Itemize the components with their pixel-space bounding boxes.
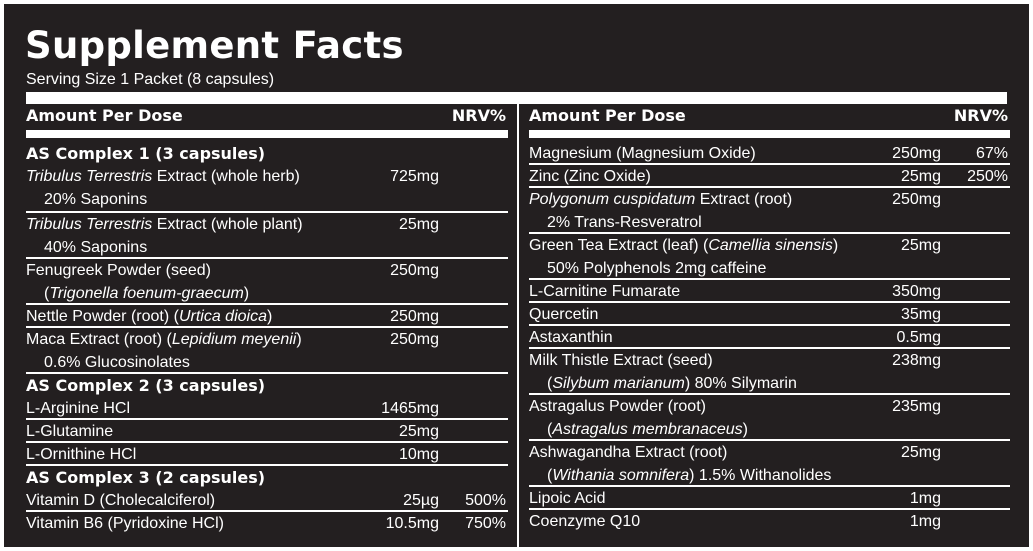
amount-value: 350mg — [892, 283, 941, 300]
ingredient-row: Polygonum cuspidatum Extract (root) 250mg 2% Trans-Resveratrol — [529, 188, 1010, 234]
amount-value: 25mg — [398, 216, 439, 233]
amount-value: 250mg — [390, 308, 439, 325]
latin-name: Silybum marianum — [552, 375, 685, 392]
nrv-value: 500% — [465, 492, 506, 509]
supplement-facts-panel — [4, 4, 1029, 547]
amount-value: 10.5mg — [385, 515, 439, 532]
amount-value: 725mg — [390, 168, 439, 185]
amount-value: 0.5mg — [896, 329, 941, 346]
ingredient-detail: (Trigonella foenum-graecum) — [44, 285, 250, 302]
serving-size: Serving Size 1 Packet (8 capsules) — [26, 71, 275, 88]
nrv-heading: NRV% — [451, 106, 506, 125]
amount-value: 235mg — [892, 398, 941, 415]
amount-per-dose-heading: Amount Per Dose — [26, 106, 183, 125]
amount-value: 1465mg — [381, 400, 439, 417]
latin-name: Urtica dioica — [178, 308, 267, 325]
right-header — [529, 100, 1010, 130]
amount-value: 250mg — [892, 145, 941, 162]
ingredient-row: Vitamin B6 (Pyridoxine HCl) 10.5mg 750% — [26, 512, 508, 535]
header-divider — [529, 130, 1010, 138]
complex2-heading-row — [26, 374, 508, 397]
ingredient-detail: (Withania somnifera) 1.5% Withanolides — [547, 467, 832, 484]
amount-value: 238mg — [892, 352, 941, 369]
amount-value: 25mg — [900, 237, 941, 254]
latin-name: Trigonella foenum-graecum — [49, 285, 244, 302]
complex1-title: AS Complex 1 (3 capsules) — [26, 144, 266, 163]
nrv-value: 250% — [967, 168, 1008, 185]
label-title: Supplement Facts — [25, 24, 404, 67]
header-divider — [26, 130, 508, 138]
amount-value: 25mg — [900, 444, 941, 461]
ingredient-row: Milk Thistle Extract (seed) 238mg (Silybum marianum) 80% Silymarin — [529, 349, 1010, 395]
amount-value: 250mg — [892, 191, 941, 208]
amount-value: 25mg — [398, 423, 439, 440]
ingredient-row: Vitamin D (Cholecalciferol) 25µg 500% — [26, 489, 508, 512]
ingredient-detail: 0.6% Glucosinolates — [44, 354, 190, 371]
right-rows — [529, 142, 1010, 533]
ingredient-row: Astaxanthin 0.5mg — [529, 326, 1010, 349]
amount-value: 25mg — [900, 168, 941, 185]
left-header — [26, 100, 508, 130]
nrv-value: 67% — [975, 145, 1008, 162]
complex3-title: AS Complex 3 (2 capsules) — [26, 468, 266, 487]
ingredient-row: Green Tea Extract (leaf) (Camellia sinensis) 25mg 50% Polyphenols 2mg caffeine — [529, 234, 1010, 280]
ingredient-detail: (Silybum marianum) 80% Silymarin — [547, 375, 797, 392]
amount-value: 35mg — [900, 306, 941, 323]
complex1-heading-row — [26, 142, 508, 165]
ingredient-row: Astragalus Powder (root) 235mg (Astragalus membranaceus) — [529, 395, 1010, 441]
latin-name: Tribulus Terrestris — [26, 216, 153, 233]
ingredient-row: Magnesium (Magnesium Oxide) 250mg 67% — [529, 142, 1010, 165]
nrv-value: 750% — [465, 515, 506, 532]
ingredient-detail: 20% Saponins — [44, 191, 148, 208]
latin-name: Polygonum cuspidatum — [529, 191, 696, 208]
amount-value: 25µg — [403, 492, 439, 509]
amount-per-dose-heading: Amount Per Dose — [529, 106, 686, 125]
amount-value: 250mg — [390, 331, 439, 348]
amount-value: 1mg — [909, 513, 941, 530]
latin-name: Withania somnifera — [552, 467, 690, 484]
nrv-heading: NRV% — [953, 106, 1008, 125]
column-divider — [517, 104, 519, 547]
ingredient-detail: (Astragalus membranaceus) — [547, 421, 748, 438]
ingredient-detail: 40% Saponins — [44, 239, 148, 256]
ingredient-row: Quercetin 35mg — [529, 303, 1010, 326]
complex2-title: AS Complex 2 (3 capsules) — [26, 376, 266, 395]
ingredient-row: Maca Extract (root) (Lepidium meyenii) 250mg 0.6% Glucosinolates — [26, 328, 508, 374]
ingredient-row: L-Arginine HCl 1465mg — [26, 397, 508, 420]
ingredient-row: Lipoic Acid 1mg — [529, 487, 1010, 510]
ingredient-row: Ashwagandha Extract (root) 25mg (Withania somnifera) 1.5% Withanolides — [529, 441, 1010, 487]
ingredient-row: L-Glutamine 25mg — [26, 420, 508, 443]
amount-value: 1mg — [909, 490, 941, 507]
ingredient-row: L-Ornithine HCl 10mg — [26, 443, 508, 466]
ingredient-detail: 50% Polyphenols 2mg caffeine — [547, 260, 767, 277]
latin-name: Lepidium meyenii — [171, 331, 297, 348]
ingredient-row: Zinc (Zinc Oxide) 25mg 250% — [529, 165, 1010, 188]
amount-value: 10mg — [398, 446, 439, 463]
ingredient-detail: 2% Trans-Resveratrol — [547, 214, 702, 231]
ingredient-row: Coenzyme Q10 1mg — [529, 510, 1010, 533]
latin-name: Tribulus Terrestris — [26, 168, 153, 185]
latin-name: Camellia sinensis — [708, 237, 833, 254]
ingredient-row: Fenugreek Powder (seed) 250mg (Trigonella foenum-graecum) — [26, 259, 508, 305]
complex3-heading-row — [26, 466, 508, 489]
ingredient-row: Tribulus Terrestris Extract (whole herb) 725mg 20% Saponins — [26, 165, 508, 213]
amount-value: 250mg — [390, 262, 439, 279]
ingredient-row: L-Carnitine Fumarate 350mg — [529, 280, 1010, 303]
left-rows — [26, 142, 508, 535]
ingredient-row: Tribulus Terrestris Extract (whole plant) 25mg 40% Saponins — [26, 213, 508, 259]
latin-name: Astragalus membranaceus — [552, 421, 743, 438]
ingredient-row: Nettle Powder (root) (Urtica dioica) 250mg — [26, 305, 508, 328]
